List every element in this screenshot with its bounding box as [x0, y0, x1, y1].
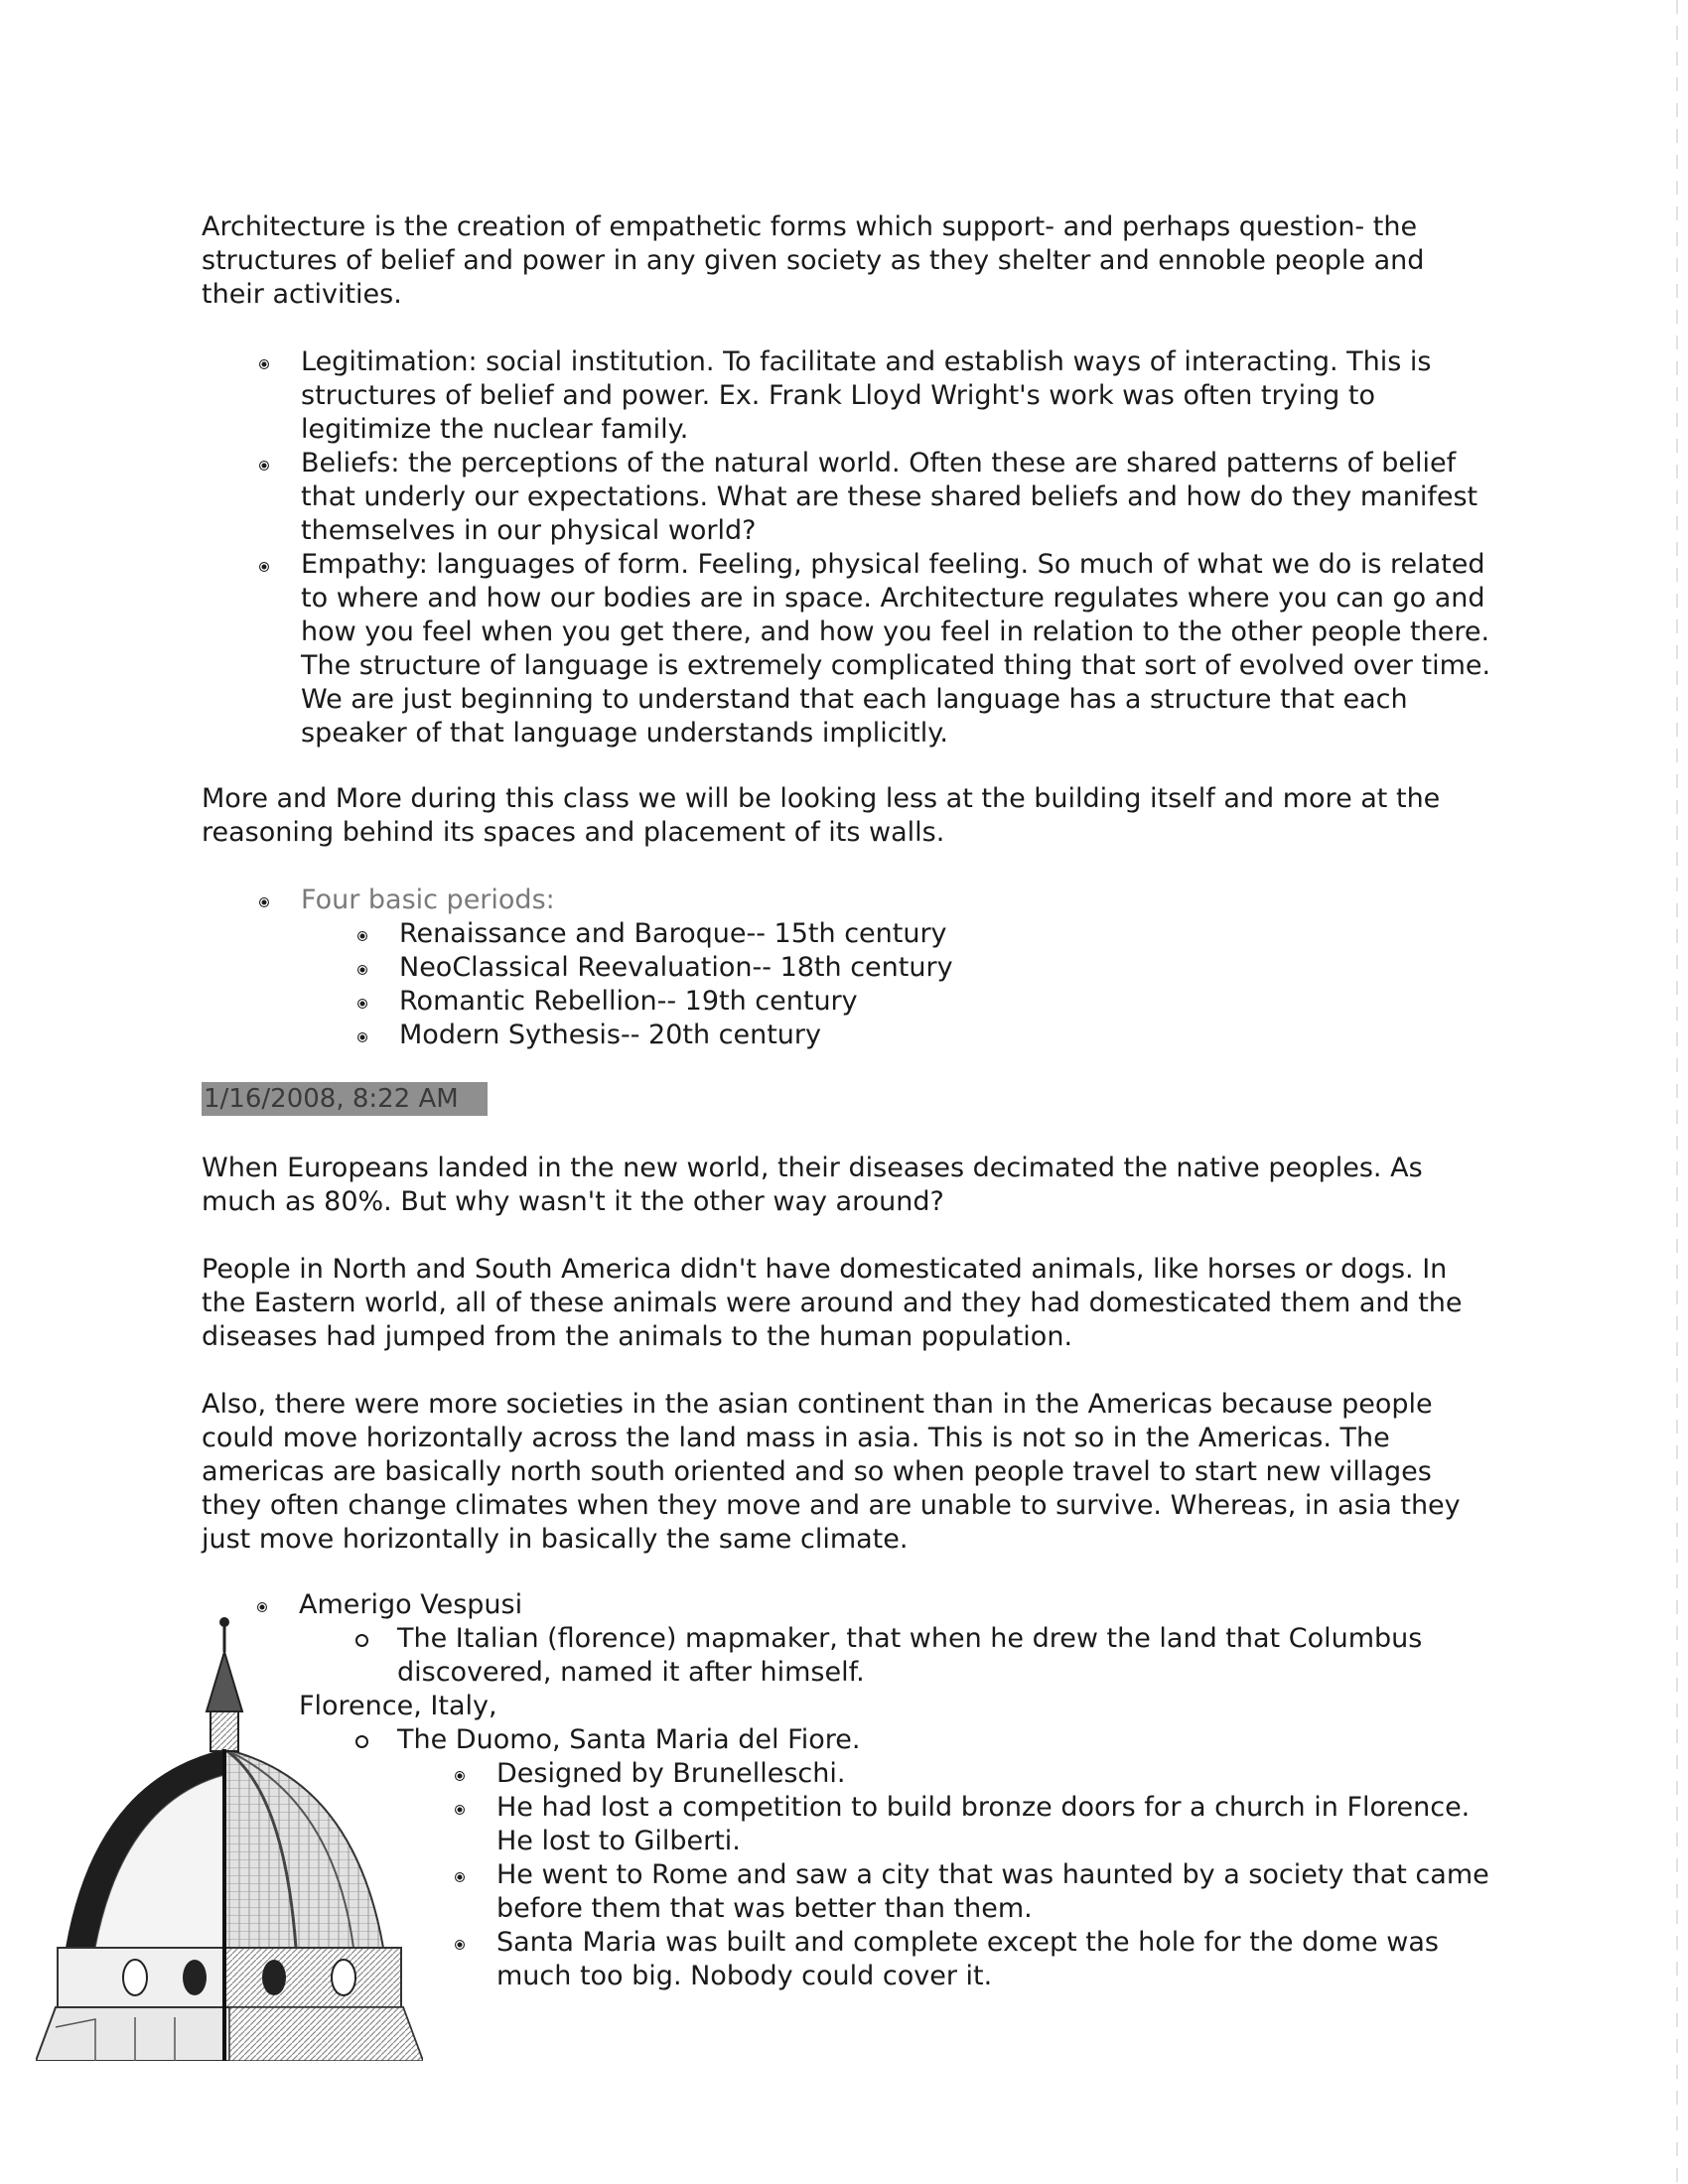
- list-item: He had lost a competition to build bronze doors for a church in Florence. He lost to Gilberti.: [496, 1791, 1489, 1858]
- class-focus-paragraph: More and More during this class we will be looking less at the building itself and more at the reasoning behind its spaces and placement of its walls.: [202, 783, 1441, 848]
- list-item: The Italian (florence) mapmaker, that when he drew the land that Columbus discovered, named it after himself.: [397, 1622, 1470, 1690]
- intro-paragraph: Architecture is the creation of empathetic forms which support- and perhaps question- the structures of belief and power in any given society as they shelter and ennoble people and their activities.: [202, 211, 1425, 310]
- vespusi-list: [299, 1588, 1490, 1622]
- list-item: Designed by Brunelleschi.: [496, 1757, 1489, 1791]
- timestamp-highlight: 1/16/2008, 8:22 AM: [202, 1082, 488, 1116]
- list-item: The Duomo, Santa Maria del Fiore.: [397, 1723, 1470, 1757]
- brunelleschi-facts-list: [496, 1757, 1489, 1993]
- list-item: Santa Maria was built and complete except the hole for the dome was much too big. Nobody could cover it.: [496, 1926, 1489, 1993]
- dome-cutaway-illustration: [36, 1590, 423, 2061]
- list-item: Beliefs: the perceptions of the natural world. Often these are shared patterns of belief that underly our expectations. What are these shared beliefs and how do they manifest themselves in our physical world?: [301, 447, 1492, 548]
- florence-heading: Florence, Italy,: [299, 1691, 497, 1721]
- vespusi-heading: Amerigo Vespusi: [299, 1588, 1490, 1622]
- periods-heading: Four basic periods:: [301, 884, 1492, 917]
- list-item: Romantic Rebellion-- 19th century: [399, 985, 1491, 1019]
- vespusi-detail-list: [397, 1622, 1470, 1690]
- periods-heading-list: [301, 884, 1492, 917]
- list-item: Renaissance and Baroque-- 15th century: [399, 917, 1491, 951]
- list-item: Modern Sythesis-- 20th century: [399, 1019, 1491, 1052]
- list-item: Empathy: languages of form. Feeling, physical feeling. So much of what we do is related to where and how our bodies are in space. Architecture regulates where you can go and how you feel when you get there, and how you feel in relation to the other people there. The structure of language is extremely complicated thing that sort of evolved over time. We are just beginning to understand that each language has a structure that each speaker of that language understands implicitly.: [301, 549, 1491, 749]
- list-item: NeoClassical Reevaluation-- 18th century: [399, 951, 1491, 985]
- asia-paragraph: Also, there were more societies in the asian continent than in the Americas because people could move horizontally across the land mass in asia. This is not so in the Americas. The americas are basically north south oriented and so when people travel to start new villages they often change climates when they move and are unable to survive. Whereas, in asia they just move horizontally in basically the same climate.: [202, 1389, 1461, 1555]
- concepts-list: [301, 345, 1492, 751]
- animals-paragraph: People in North and South America didn't have domesticated animals, like horses or dogs. In the Eastern world, all of these animals were around and they had domesticated them and the diseases had jumped from the animals to the human population.: [202, 1254, 1463, 1352]
- list-item: Legitimation: social institution. To facilitate and establish ways of interacting. This is structures of belief and power. Ex. Frank Lloyd Wright's work was often trying to legitimize the nuclear family.: [301, 345, 1492, 447]
- list-item: He went to Rome and saw a city that was haunted by a society that came before them that was better than them.: [496, 1859, 1489, 1924]
- scan-edge: [1676, 0, 1678, 2184]
- duomo-list: [397, 1723, 1470, 1757]
- europeans-paragraph: When Europeans landed in the new world, their diseases decimated the native peoples. As much as 80%. But why wasn't it the other way around?: [202, 1153, 1423, 1217]
- periods-list: [399, 917, 1491, 1052]
